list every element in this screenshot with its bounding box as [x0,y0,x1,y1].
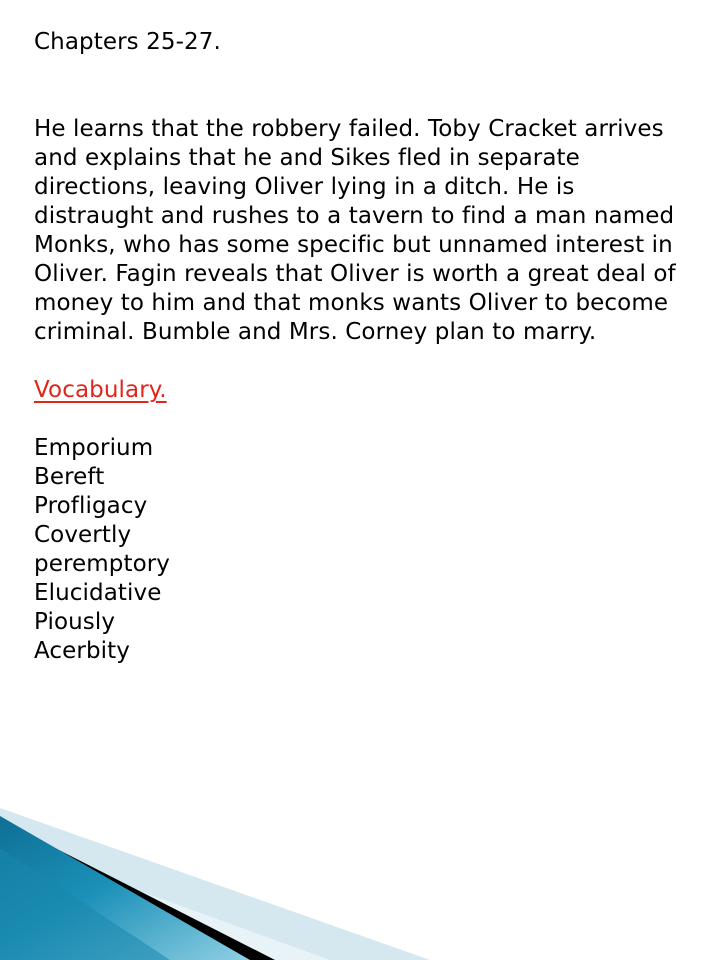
summary-line: money to him and that monks wants Oliver to become [34,290,669,316]
vocabulary-word: Covertly [34,522,132,548]
summary-line: Oliver. Fagin reveals that Oliver is worth a great deal of [34,261,676,287]
summary-line: criminal. Bumble and Mrs. Corney plan to marry. [34,319,597,345]
summary-paragraph [34,115,704,347]
summary-line: distraught and rushes to a tavern to find a man named [34,203,675,229]
vocabulary-word: Elucidative [34,580,162,606]
vocabulary-list [34,434,704,666]
summary-line: directions, leaving Oliver lying in a ditch. He is [34,174,575,200]
vocabulary-word: Emporium [34,435,154,461]
corner-decoration [0,800,720,960]
vocabulary-word: Profligacy [34,493,148,519]
vocabulary-heading: Vocabulary. [34,377,167,403]
slide-content [34,28,704,666]
summary-line: He learns that the robbery failed. Toby Cracket arrives [34,116,664,142]
vocabulary-word: peremptory [34,551,171,577]
vocabulary-word: Piously [34,609,116,635]
summary-line: Monks, who has some specific but unnamed interest in [34,232,673,258]
vocabulary-word: Acerbity [34,638,131,664]
page-title: Chapters 25-27. [34,29,221,55]
summary-line: and explains that he and Sikes fled in separate [34,145,580,171]
vocabulary-word: Bereft [34,464,105,490]
